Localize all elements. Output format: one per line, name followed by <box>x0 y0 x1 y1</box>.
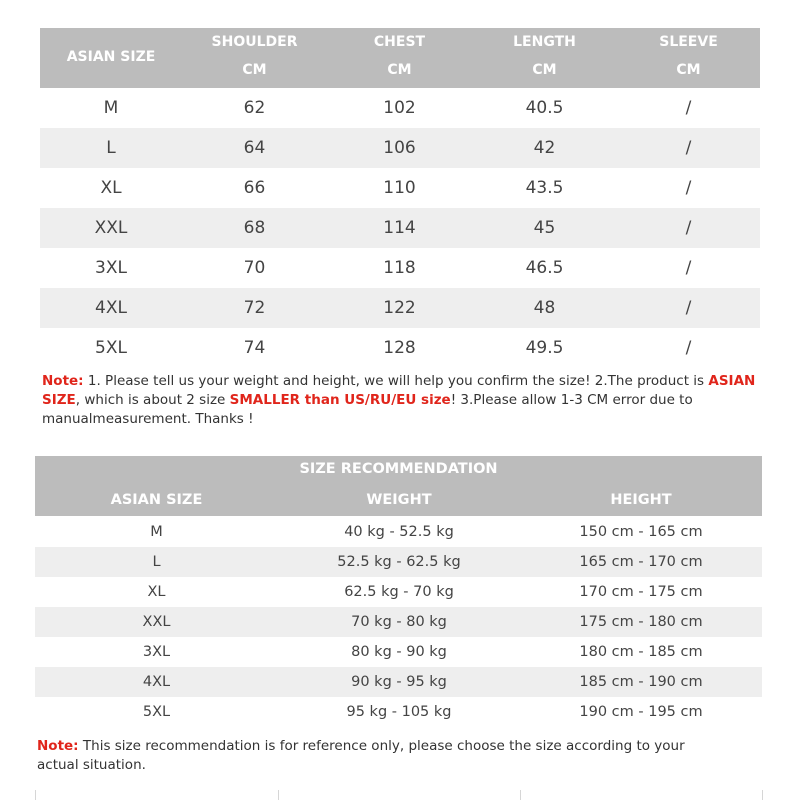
cell-size: 3XL <box>95 258 127 278</box>
cell-chest: 110 <box>383 178 416 198</box>
note-text-part: ! 3.Please allow 1-3 CM error due to manualmeasurement. Thanks ! <box>42 392 693 427</box>
cell-size: M <box>150 524 163 540</box>
cell-weight: 70 kg - 80 kg <box>351 614 447 630</box>
cell-length: 45 <box>533 218 556 238</box>
cell-weight: 62.5 kg - 70 kg <box>344 584 454 600</box>
divider-tick <box>278 790 279 800</box>
note-text: This size recommendation is for reference only, please choose the size according to your actual situation. <box>37 738 685 773</box>
cell-length: 46.5 <box>525 258 564 278</box>
table-row <box>40 208 760 248</box>
cell-chest: 122 <box>383 298 416 318</box>
table-row <box>35 547 762 577</box>
divider-tick <box>35 790 36 800</box>
cell-shoulder: 70 <box>243 258 266 278</box>
bottom-divider-ticks <box>0 790 800 800</box>
cell-size: 5XL <box>142 704 171 720</box>
header-chest-label: CHEST <box>373 34 426 50</box>
cell-shoulder: 64 <box>243 138 266 158</box>
cell-size: XL <box>147 584 166 600</box>
header-asian-size <box>40 49 182 65</box>
cell-weight: 90 kg - 95 kg <box>351 674 447 690</box>
header-height: HEIGHT <box>610 492 672 508</box>
note-label: Note: <box>42 373 84 389</box>
header-asian-size: ASIAN SIZE <box>110 492 203 508</box>
cell-weight: 95 kg - 105 kg <box>346 704 452 720</box>
table-row <box>35 577 762 607</box>
header-length <box>472 34 617 78</box>
table-row <box>40 248 760 288</box>
divider-tick <box>762 790 763 800</box>
cell-height: 185 cm - 190 cm <box>579 674 703 690</box>
cell-length: 43.5 <box>525 178 564 198</box>
header-chest-unit: CM <box>387 62 412 78</box>
note-text-part: 1. Please tell us your weight and height, we will help you confirm the size! 2.The product is <box>83 373 709 389</box>
cell-size: XXL <box>94 218 128 238</box>
cell-chest: 118 <box>383 258 416 278</box>
table-row <box>35 697 762 727</box>
header-sleeve-label: SLEEVE <box>659 34 718 50</box>
table-row <box>40 328 760 368</box>
cell-sleeve: / <box>685 178 692 198</box>
table-row <box>40 288 760 328</box>
table-row <box>35 517 762 547</box>
size-recommendation-header <box>35 456 762 516</box>
cell-size: XXL <box>142 614 171 630</box>
cell-size: 4XL <box>142 674 171 690</box>
cell-size: 4XL <box>95 298 127 318</box>
cell-size: L <box>152 554 161 570</box>
cell-sleeve: / <box>685 98 692 118</box>
header-weight: WEIGHT <box>366 492 432 508</box>
cell-shoulder: 68 <box>243 218 266 238</box>
cell-sleeve: / <box>685 258 692 278</box>
cell-height: 175 cm - 180 cm <box>579 614 703 630</box>
divider-tick <box>520 790 521 800</box>
recommendation-note <box>37 737 727 775</box>
cell-size: 3XL <box>142 644 171 660</box>
cell-height: 190 cm - 195 cm <box>579 704 703 720</box>
cell-sleeve: / <box>685 338 692 358</box>
cell-shoulder: 72 <box>243 298 266 318</box>
table-row <box>40 128 760 168</box>
header-chest <box>327 34 472 78</box>
cell-shoulder: 62 <box>243 98 266 118</box>
cell-height: 180 cm - 185 cm <box>579 644 703 660</box>
cell-chest: 106 <box>383 138 416 158</box>
header-length-unit: CM <box>532 62 557 78</box>
cell-chest: 102 <box>383 98 416 118</box>
table-row <box>40 88 760 128</box>
cell-height: 165 cm - 170 cm <box>579 554 703 570</box>
table-row <box>35 637 762 667</box>
cell-height: 150 cm - 165 cm <box>579 524 703 540</box>
cell-sleeve: / <box>685 138 692 158</box>
header-asian-size-label: ASIAN SIZE <box>66 49 156 65</box>
cell-shoulder: 66 <box>243 178 266 198</box>
note-text-part: , which is about 2 size <box>75 392 230 408</box>
cell-length: 40.5 <box>525 98 564 118</box>
cell-length: 42 <box>533 138 556 158</box>
header-shoulder-label: SHOULDER <box>211 34 298 50</box>
cell-size: M <box>103 98 119 118</box>
cell-sleeve: / <box>685 218 692 238</box>
header-shoulder <box>182 34 327 78</box>
size-recommendation-title: SIZE RECOMMENDATION <box>299 461 498 477</box>
cell-height: 170 cm - 175 cm <box>579 584 703 600</box>
table-row <box>40 168 760 208</box>
cell-size: L <box>106 138 116 158</box>
cell-chest: 114 <box>383 218 416 238</box>
table-row <box>35 667 762 697</box>
cell-length: 49.5 <box>525 338 564 358</box>
cell-weight: 80 kg - 90 kg <box>351 644 447 660</box>
header-shoulder-unit: CM <box>242 62 267 78</box>
cell-size: 5XL <box>95 338 127 358</box>
cell-length: 48 <box>533 298 556 318</box>
note-label: Note: <box>37 738 79 754</box>
cell-weight: 52.5 kg - 62.5 kg <box>337 554 461 570</box>
cell-size: XL <box>100 178 122 198</box>
header-sleeve-unit: CM <box>676 62 701 78</box>
header-length-label: LENGTH <box>513 34 576 50</box>
header-sleeve <box>617 34 760 78</box>
size-chart-header <box>40 28 760 88</box>
note-highlight-asian-size: ASIAN SIZE <box>42 373 756 408</box>
table-row <box>35 607 762 637</box>
note-highlight-smaller: SMALLER than US/RU/EU size <box>229 392 451 408</box>
cell-chest: 128 <box>383 338 416 358</box>
cell-sleeve: / <box>685 298 692 318</box>
size-note <box>42 372 762 429</box>
cell-weight: 40 kg - 52.5 kg <box>344 524 454 540</box>
cell-shoulder: 74 <box>243 338 266 358</box>
